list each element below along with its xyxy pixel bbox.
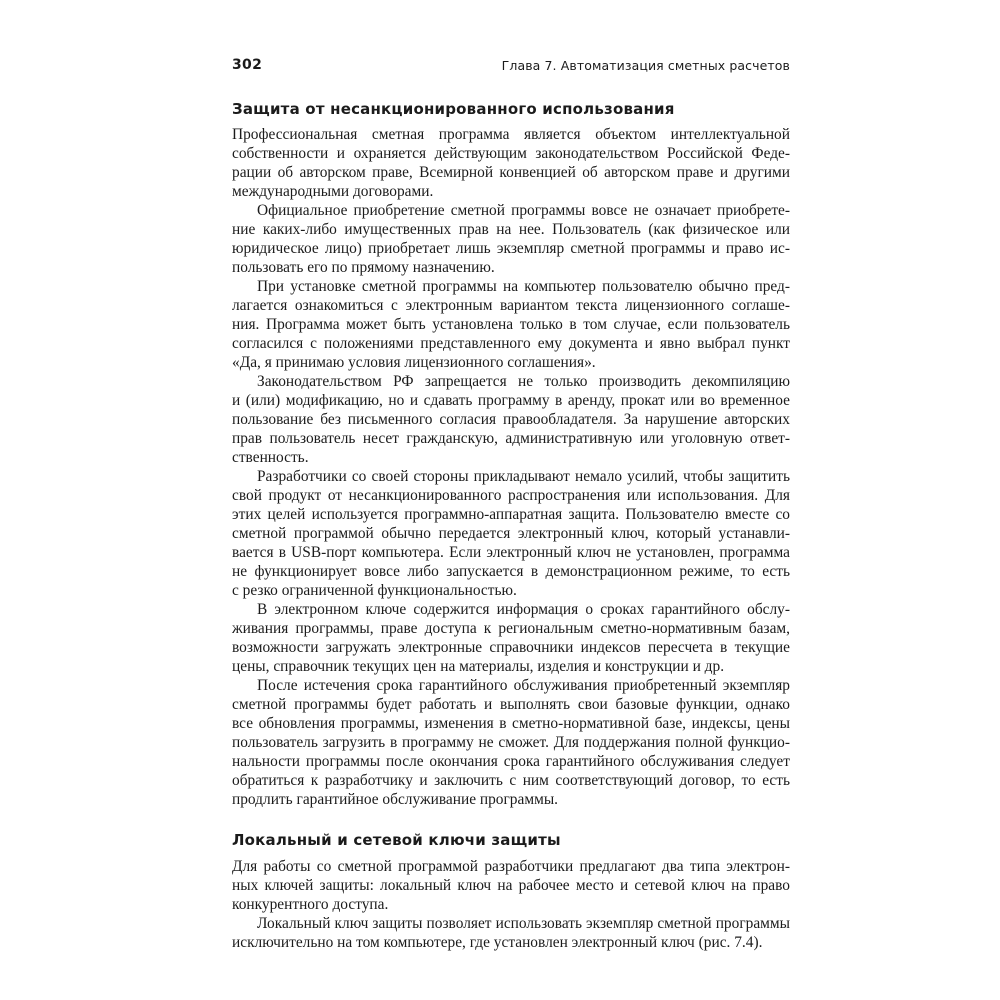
text-line: не функционирует вовсе либо запускается в демонстрационном режиме, то есть: [232, 563, 790, 580]
text-line: обратиться к разработчику и заключить с ним соответствующий договор, то есть: [232, 772, 790, 789]
paragraph: [232, 125, 790, 201]
text-line: все обновления программы, изменения в сметно-нормативной базе, индексы, цены: [232, 715, 790, 732]
text-line: В электронном ключе содержится информация о сроках гарантийного обслу-: [257, 601, 790, 618]
text-line: ния. Программа может быть установлена только в том случае, если пользователь: [232, 316, 790, 333]
text-line: нальности программы после окончания срока гарантийного обслуживания следует: [232, 753, 790, 770]
section: [232, 828, 790, 952]
text-line: согласился с положениями представленного ему документа и явно выбрал пункт: [232, 335, 790, 352]
section: [232, 97, 790, 809]
text-line: После истечения срока гарантийного обслуживания приобретенный экземпляр: [257, 677, 790, 694]
text-line: с резко ограниченной функциональностью.: [232, 582, 517, 599]
text-line: пользовать его по прямому назначению.: [232, 259, 495, 276]
text-line: Для работы со сметной программой разработчики предлагают два типа электрон-: [232, 858, 790, 875]
running-head: Глава 7. Автоматизация сметных расчетов: [501, 58, 790, 73]
text-line: собственности и охраняется действующим законодательством Российской Феде-: [232, 145, 790, 162]
text-line: ние каких-либо имущественных прав на нее. Пользователь (как физическое или: [232, 221, 790, 238]
paragraph: [232, 857, 790, 914]
text-line: ственность.: [232, 449, 309, 466]
text-line: рации об авторском праве, Всемирной конвенцией об авторском праве и другими: [232, 164, 790, 181]
text-line: Локальный ключ защиты позволяет использовать экземпляр сметной программы: [257, 915, 790, 932]
text-line: юридическое лицо) приобретает лишь экземпляр сметной программы и право ис-: [232, 240, 790, 257]
text-line: лагается ознакомиться с электронным вариантом текста лицензионного соглаше-: [232, 297, 790, 314]
page-number: 302: [232, 57, 263, 73]
text-line: Официальное приобретение сметной программы вовсе не означает приобрете-: [257, 202, 790, 219]
paragraph: [232, 201, 790, 277]
paragraph: [232, 372, 790, 467]
paragraph: [232, 914, 790, 952]
paragraph: [232, 467, 790, 600]
paragraph: [232, 676, 790, 809]
text-line: При установке сметной программы на компьютер пользователю обычно пред-: [257, 278, 790, 295]
section-heading: Локальный и сетевой ключи защиты: [232, 831, 561, 849]
text-line: продлить гарантийное обслуживание программы.: [232, 791, 559, 808]
text-line: Разработчики со своей стороны прикладывают немало усилий, чтобы защитить: [257, 468, 790, 485]
text-line: пользование без письменного согласия правообладателя. За нарушение авторских: [232, 411, 790, 428]
text-line: живания программы, праве доступа к региональным сметно-нормативным базам,: [232, 620, 790, 637]
text-line: Профессиональная сметная программа является объектом интеллектуальной: [232, 126, 790, 143]
text-line: сметной программы будет работать и выполнять свои базовые функции, однако: [232, 696, 790, 713]
paragraph: [232, 600, 790, 676]
page-body: [232, 97, 790, 952]
text-line: Законодательством РФ запрещается не только производить декомпиляцию: [257, 373, 790, 390]
text-line: прав пользователь несет гражданскую, административную или уголовную ответ-: [232, 430, 790, 447]
text-line: конкурентного доступа.: [232, 896, 389, 913]
text-line: цены, справочник текущих цен на материалы, изделия и конструкции и др.: [232, 658, 725, 675]
text-line: этих целей используется программно-аппаратная защита. Пользователю вместе со: [232, 506, 790, 523]
text-line: и (или) модификацию, но и сдавать программу в аренду, прокат или во временное: [232, 392, 790, 409]
section-heading: Защита от несанкционированного использования: [232, 100, 675, 118]
text-line: сметной программой обычно передается электронный ключ, который устанавли-: [232, 525, 790, 542]
text-line: возможности загружать электронные справочники индексов пересчета в текущие: [232, 639, 790, 656]
text-line: исключительно на том компьютере, где установлен электронный ключ (рис. 7.4).: [232, 934, 763, 951]
text-line: пользователь загрузить в программу не сможет. Для поддержания полной функцио-: [232, 734, 790, 751]
text-line: ных ключей защиты: локальный ключ на рабочее место и сетевой ключ на право: [232, 877, 790, 894]
text-line: «Да, я принимаю условия лицензионного соглашения».: [232, 354, 596, 371]
page-header: [232, 57, 790, 79]
paragraph: [232, 277, 790, 372]
text-line: международными договорами.: [232, 183, 434, 200]
text-line: свой продукт от несанкционированного распространения или использования. Для: [232, 487, 790, 504]
text-line: вается в USB-порт компьютера. Если электронный ключ не установлен, программа: [232, 544, 790, 561]
